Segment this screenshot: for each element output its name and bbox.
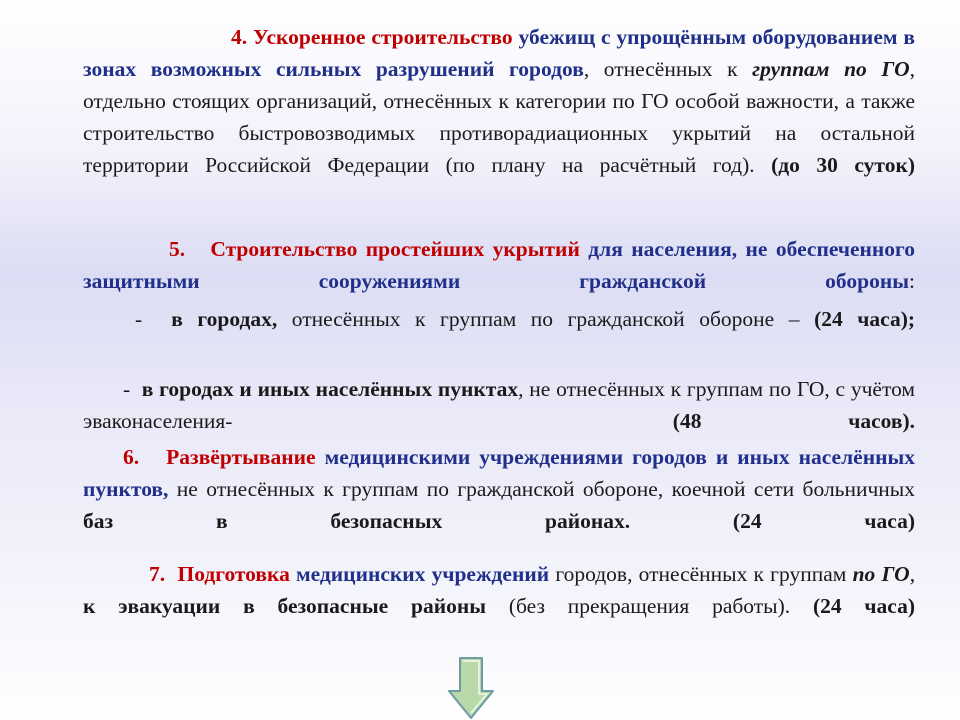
p5-subject: для населения, не обеспеченного защитными сооружениями гражданской обороны	[83, 237, 916, 293]
p4-text-2: , отдельно стоящих организаций, отнесённых к категории по ГО особой важности, а также строительство быстровозводимых противорадиационных укрытий на остальной территории Российской Федерации (по плану на расчётный год).	[83, 57, 915, 177]
p4-text-1: , отнесённых к	[583, 57, 738, 81]
p6-deadline: баз в безопасных районах. (24 часа)	[83, 509, 915, 533]
p6-heading: Развёртывание	[166, 445, 316, 469]
paragraph-7	[83, 558, 915, 654]
p5-heading: Строительство простейших укрытий	[210, 237, 580, 261]
p4-subject: убежищ с упрощённым оборудованием в зонах возможных сильных разрушений городов	[83, 25, 916, 81]
p4-groups-go: группам по ГО	[752, 57, 910, 81]
p7-go: по ГО	[852, 562, 910, 586]
down-arrow-icon	[448, 657, 494, 719]
p4-heading: Ускоренное строительство	[253, 25, 513, 49]
b1-deadline: (24 часа);	[814, 307, 916, 331]
b2-text: , не отнесённых к группам по ГО, с учётом эваконаселения-	[83, 377, 916, 433]
p7-text-2: (без прекращения работы).	[508, 594, 791, 618]
p7-text-1: городов, отнесённых к группам	[555, 562, 847, 586]
b2-heading: в городах и иных населённых пунктах	[141, 377, 519, 401]
p7-deadline: (24 часа)	[812, 594, 916, 618]
item-number-5: 5.	[169, 237, 186, 261]
p7-subject: медицинских учреждений	[296, 562, 550, 586]
p7-evacuation: к эвакуации в безопасные районы	[83, 594, 487, 618]
p5-colon: :	[909, 269, 915, 293]
b2-deadline: (48 часов).	[672, 409, 915, 433]
p6-subject: медицинскими учреждениями городов и иных населённых пунктов,	[83, 445, 916, 501]
item-number-7: 7.	[149, 562, 166, 586]
bullet-dash-1: -	[135, 307, 143, 331]
paragraph-6	[83, 441, 915, 569]
item-number-4: 4.	[231, 25, 248, 49]
paragraph-4	[83, 21, 915, 213]
p7-heading: Подготовка	[177, 562, 290, 586]
p7-comma: ,	[909, 562, 916, 586]
b1-text: отнесённых к группам по гражданской обороне –	[291, 307, 800, 331]
bullet-dash-2: -	[123, 377, 131, 401]
p4-deadline: (до 30 суток)	[771, 153, 916, 177]
p6-text: не отнесённых к группам по гражданской обороне, коечной сети больничных	[176, 477, 916, 501]
b1-heading: в городах,	[171, 307, 278, 331]
bullet-cities	[83, 303, 915, 367]
item-number-6: 6.	[123, 445, 140, 469]
